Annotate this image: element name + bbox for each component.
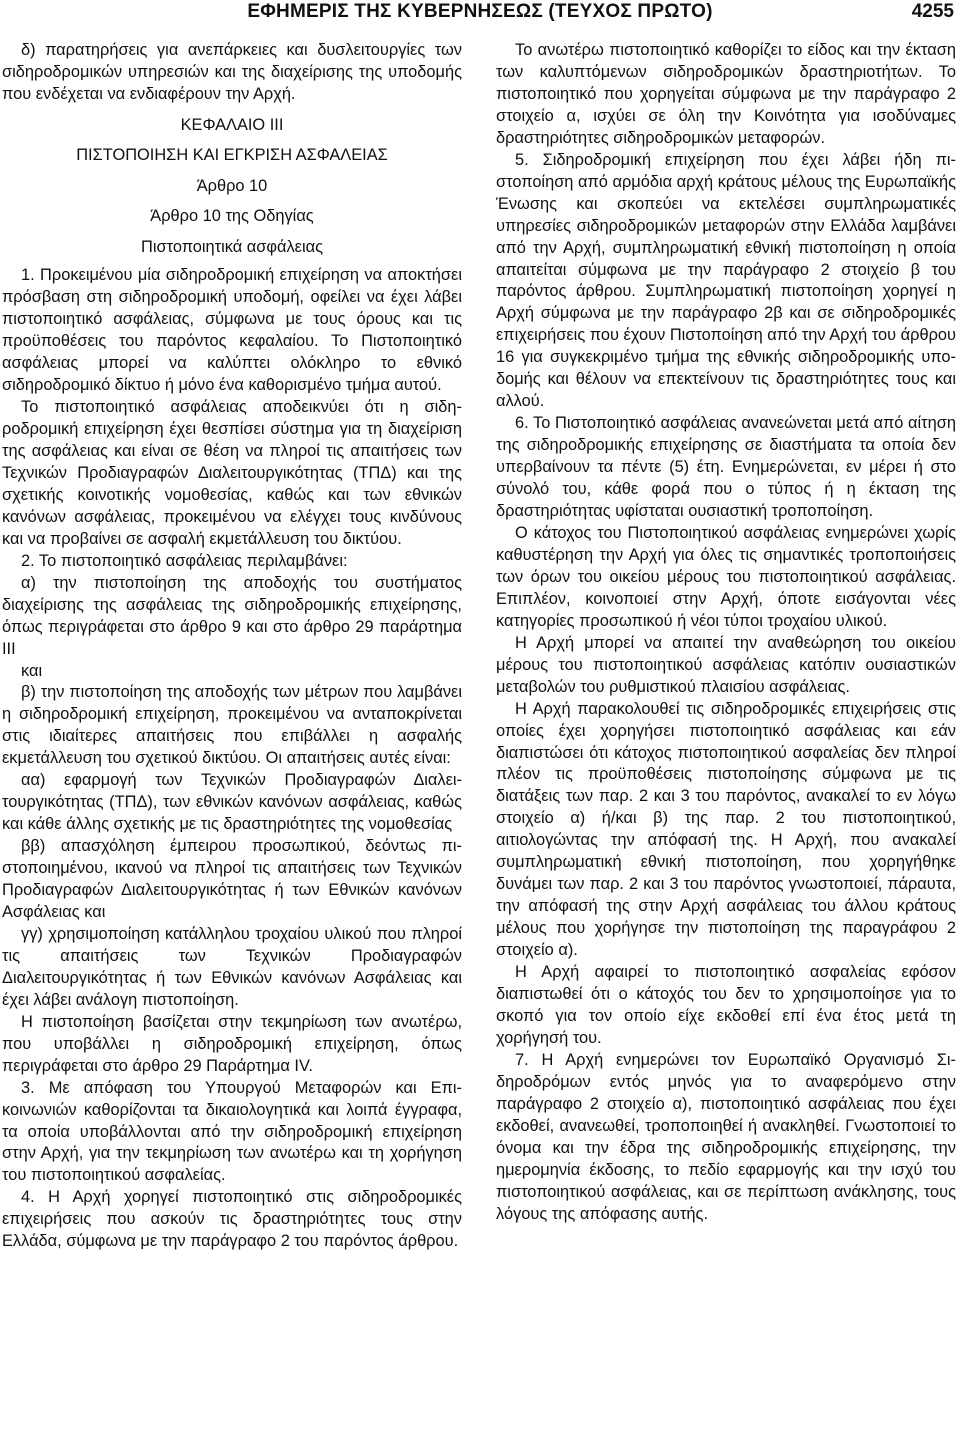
paragraph-basis: Η πιστοποίηση βασίζεται στην τεκμηρίωση των ανωτέρω, που υποβάλλει η σιδηροδρομική επιχείρηση, όπως περιγράφεται στο άρθρο 29 Παράρτημα ΙV.	[2, 1012, 462, 1075]
article-title: Πιστοποιητικά ασφάλειας	[140, 237, 324, 256]
paragraph-4: 4. Η Αρχή χορηγεί πιστοποιητικό στις σιδηροδρομικές επιχειρήσεις που ασκούν τις δραστηριότητες τους στην Ελλάδα, σύμφωνα με την παράγραφο 2 του παρόντος άρθρου.	[2, 1188, 462, 1251]
paragraph-2b-aa: αα) εφαρμογή των Τεχνικών Προδιαγραφών Διαλειτουργικότητας (ΤΠΔ), των εθνικών κανόνων ασφάλειας, καθώς και κάθε άλλης σχετικής με τις δραστηριότητες της νομοθεσίας	[2, 771, 462, 834]
paragraph-revision: Η Αρχή μπορεί να απαιτεί την αναθεώρηση του οικείου μέρους του πιστοποιητικού ασφάλειας κατόπιν ουσιαστικών μεταβολών του ρυθμιστικού πλαισίου ασφάλειας.	[496, 633, 956, 696]
paragraph-monitoring: Η Αρχή παρακολουθεί τις σιδηροδρομικές επιχειρήσεις στις οποίες έχει χορηγήσει πιστοποιητικό ασφάλειας και εάν διαπιστώσει ότι κάτοχος πιστοποιητικού ασφαλείας δεν πληροί πλέον τις προϋποθέσεις πιστοποίησης σύμφωνα με τις διατάξεις των παρ. 2 και 3 του παρόντος, ανακαλεί το εν λόγω στοιχείο α) ή/και β) της παρ. 2 του πιστοποιητικού, αιτιολογώντας την απόφασή της. Η Αρχή, που ανακαλεί συμπληρωματική εθνική πιστοποίηση, που χορηγήθηκε δυνάμει των παρ. 2 και 3 του παρόντος γνωστοποιεί, πάραυτα, την απόφασή της στην Αρχή ασφάλειας του άλλου κράτους μέλους που χορήγησε την πιστοποίηση της παραγράφου 2 στοιχείο α).	[496, 699, 956, 960]
chapter-title: ΠΙΣΤΟΠΟΙΗΣΗ ΚΑΙ ΕΓΚΡΙΣΗ ΑΣΦΑΛΕΙΑΣ	[76, 146, 388, 165]
paragraph-removal: Η Αρχή αφαιρεί το πιστοποιητικό ασφαλείας εφόσον διαπιστωθεί ότι ο κάτοχός του δεν το χρησιμοποίησε για το σκοπό για τον οποίο είχε εκδοθεί επί ένα έτος μετά τη χορήγησή του.	[496, 963, 956, 1047]
page-number: 4255	[911, 1, 954, 22]
right-column	[496, 40, 956, 1225]
paragraph-scope: Το ανωτέρω πιστοποιητικό καθορίζει το είδος και την έκταση των καλυπτόμενων σιδηροδρομικών δραστηριοτήτων. Το πιστοποιητικό που χορηγείται σύμφωνα με την παράγραφο 2 στοιχείο α, ισχύει σε όλη την Κοινότητα για ισοδύναμες δραστηριότητες σιδηροδρομικών μεταφορών.	[496, 41, 956, 147]
gazette-title: ΕΦΗΜΕΡΙΣ ΤΗΣ ΚΥΒΕΡΝΗΣΕΩΣ (ΤΕΥΧΟΣ ΠΡΩΤΟ)	[247, 1, 713, 22]
paragraph-and: και	[21, 661, 43, 680]
paragraph-2b-bb: ββ) απασχόληση έμπειρου προσωπικού, δεόντως πιστοποιημένου, ικανού να πληροί τις απαιτήσεις των Τεχνικών Προδιαγραφών Διαλειτουργικότητας ή των Εθνικών κανόνων Ασφάλειας και	[2, 837, 462, 921]
article-heading: Άρθρο 10	[196, 176, 268, 195]
paragraph-7: 7. Η Αρχή ενημερώνει τον Ευρωπαϊκό Οργανισμό Σιδηροδρόμων εντός μηνός για το αναφερόμενο στην παράγραφο 2 στοιχείο α), πιστοποιητικό ασφάλειας που έχει εκδοθεί, ανανεωθεί, τροποποιηθεί ή ανακληθεί. Γνωστοποιεί το όνομα και την έδρα της σιδηροδρομικής επιχείρησης, την ημερομηνία έκδοσης, το πεδίο εφαρμογής και την ισχύ του πιστοποιητικού ασφάλειας, και σε περίπτωση ανάκλησης, τους λόγους της απόφασης αυτής.	[496, 1050, 956, 1223]
paragraph-2b: β) την πιστοποίηση της αποδοχής των μέτρων που λαμβάνει η σιδηροδρομική επιχείρηση, προκειμένου να ανταποκρίνεται στις ιδιαίτερες απαιτήσεις που επιβάλλει η ασφαλής εκμετάλλευση του σχετικού δικτύου. Οι απαιτήσεις αυτές είναι:	[2, 683, 462, 768]
paragraph-6: 6. Το Πιστοποιητικό ασφάλειας ανανεώνεται μετά από αίτηση της σιδηροδρομικής επιχείρησης σε διαστήματα τα οποία δεν υπερβαίνουν τα πέντε (5) έτη. Ενημερώνεται, εν μέρει ή στο σύνολό του, κάθε φορά που ο τύπος ή η έκταση της δραστηριότητας υφίσταται ουσιαστική τροποποίηση.	[496, 414, 956, 521]
paragraph-1b: Το πιστοποιητικό ασφάλειας αποδεικνύει ότι η σιδηροδρομική επιχείρηση έχει θεσπίσει σύστημα για τη διαχείριση της ασφάλειας και είναι σε θέση να πληροί τις απαιτήσεις των Τεχνικών Προδιαγραφών Διαλειτουργικότητας (ΤΠΔ) και της σχετικής κοινοτικής νομοθεσίας, καθώς και των εθνικών κανόνων ασφάλειας, προκειμένου να ελέγχει τους κινδύνους και να προβαίνει σε ασφαλή εκμετάλλευση του δικτύου.	[2, 398, 462, 548]
directive-article: Άρθρο 10 της Οδηγίας	[150, 207, 314, 226]
chapter-heading: ΚΕΦΑΛΑΙΟ ΙΙΙ	[180, 115, 284, 134]
paragraph-2b-gg: γγ) χρησιμοποίηση κατάλληλου τροχαίου υλικού που πληροί τις απαιτήσεις των Τεχνικών Προδιαγραφών Διαλειτουργικότητας ή των Εθνικών κανόνων Ασφάλειας και έχει λάβει ανάλογη πιστοποίηση.	[2, 924, 462, 1009]
paragraph-holder: Ο κάτοχος του Πιστοποιητικού ασφάλειας ενημερώνει χωρίς καθυστέρηση την Αρχή για όλες τις σημαντικές τροποποιήσεις των όρων του οικείου μέρους του πιστοποιητικού ασφάλειας. Επιπλέον, κοινοποιεί στην Αρχή, όποτε εισάγονται νέες κατηγορίες προσωπικού ή νέοι τύποι τροχαίου υλικού.	[496, 523, 956, 630]
paragraph-2: 2. Το πιστοποιητικό ασφάλειας περιλαμβάνει:	[21, 551, 348, 570]
paragraph-2a: α) την πιστοποίηση της αποδοχής του συστήματος διαχείρισης της ασφάλειας της σιδηροδρομικής επιχείρησης, όπως περιγράφεται στο άρθρο 9 και στο άρθρο 29 παράρτημα ΙΙΙ	[2, 573, 462, 658]
paragraph-5: 5. Σιδηροδρομική επιχείρηση που έχει λάβει ήδη πιστοποίηση από αρμόδια αρχή κράτους μέλους της Ευρωπαϊκής Ένωσης και σκοπεύει να εκτελέσει συμπληρωματικές υπηρεσίες σιδηροδρομικών μεταφορών στην Ελλάδα λαμβάνει από την Αρχή, συμπληρωματική εθνική πιστοποίηση η οποία απαιτείται σύμφωνα με την παράγραφο 2 στοιχείο β του παρόντος άρθρου. Συμπληρωματική πιστοποίηση χορηγεί η Αρχή σύμφωνα με την παράγραφο 2β και σε σιδηροδρομικές επιχειρήσεις που έχουν Πιστοποίηση από την Αρχή του άρθρου 16 για συγκεκριμένο τμήμα της εθνικής σιδηροδρομικής υποδομής και θέλουν να επεκτείνουν τις δραστηριότητες τους και αλλού.	[496, 150, 956, 411]
paragraph-d: δ) παρατηρήσεις για ανεπάρκειες και δυσλειτουργίες των σιδηροδρομικών υπηρεσιών και της διαχείρισης της υποδομής που ενδέχεται να ενδιαφέρουν την Αρχή.	[2, 41, 462, 103]
paragraph-3: 3. Με απόφαση του Υπουργού Μεταφορών και Επικοινωνιών καθορίζονται τα δικαιολογητικά και λοιπά έγγραφα, τα οποία υποβάλλονται από την σιδηροδρομική επιχείρηση στην Αρχή, για την τεκμηρίωση των ανωτέρω και τη χορήγηση του πιστοποιητικού ασφαλείας.	[2, 1078, 462, 1185]
left-column	[2, 40, 462, 1253]
page-header	[0, 0, 960, 32]
paragraph-1: 1. Προκειμένου μία σιδηροδρομική επιχείρηση να αποκτήσει πρόσβαση στη σιδηροδρομική υποδομή, οφείλει να έχει λάβει πιστοποιητικό ασφάλειας, σύμφωνα με τους όρους και τις προϋποθέσεις του παρόντος κεφαλαίου. Το Πιστοποιητικό ασφάλειας μπορεί να καλύπτει ολόκληρο το εθνικό σιδηροδρομικό δίκτυο ή μόνο ένα καθορισμένο τμήμα αυτού.	[2, 266, 462, 395]
